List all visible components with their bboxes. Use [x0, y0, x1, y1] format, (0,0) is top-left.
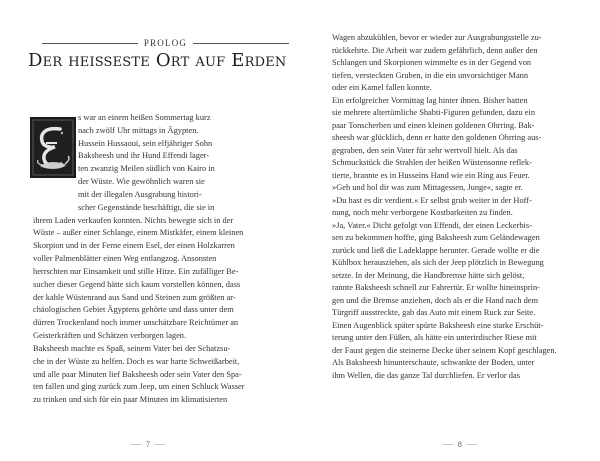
- text-line: sen zu bekommen hoffte, ging Baksheesh zum Geländewagen: [332, 233, 540, 242]
- page-number-value: 7: [145, 439, 150, 449]
- text-line: nach zwölf Uhr mittags in Ägypten.: [78, 125, 199, 135]
- text-line: Baksheesh und ihr Hund Effendi lager-: [78, 151, 210, 161]
- page-ornament-icon: ⸺: [153, 440, 166, 448]
- text-line: ten zwanzig Meilen südlich von Kairo in: [78, 164, 215, 174]
- text-line: der kahle Wüstenrand aus Sand und Steinen zum größten ar-: [33, 292, 236, 302]
- text-line: »Du hast es dir verdient.« Er selbst grub weiter in der Hoff-: [332, 195, 532, 205]
- prolog-label: PROLOG: [143, 38, 188, 48]
- text-line: oder ein Kamel fallen konnte.: [332, 83, 432, 92]
- text-line: Hussein Hussaoui, sein elfjähriger Sohn: [78, 138, 213, 148]
- text-line: dürren Trockenland noch immer unschätzbare Reichtümer an: [33, 318, 239, 328]
- text-line: ten fallen und ging zurück zum Jeep, um einen Schluck Wasser: [33, 382, 245, 392]
- heading-rule-left: [42, 43, 138, 44]
- text-line: Baksheesh machte es Spaß, seinem Vater bei der Schatzsu-: [33, 343, 231, 353]
- left-page-number: [130, 439, 166, 449]
- text-line: Wüste – außer einer Schlange, einem Mistkäfer, einem kleinen: [33, 228, 244, 238]
- drop-cap-lamp-icon: [32, 119, 74, 176]
- prolog-heading: [42, 37, 289, 49]
- text-line: Schmuckstück die Strahlen der heißen Wüstensonne reflek-: [332, 158, 532, 167]
- text-line: »Geh und hol dir was zum Mittagessen, Junge«, sagte er.: [332, 183, 523, 192]
- text-line: setzte. In der Meinung, die Handbremse hätte sich gelöst,: [332, 270, 525, 280]
- text-line: voller Palmenblätter einen Weg entlangzog. Ansonsten: [33, 254, 217, 264]
- text-line: zu trinken und sich für ein paar Minuten im klimatisierten: [33, 395, 228, 405]
- text-line: herrschten nur Einsamkeit und stille Hitze. Ein zufälliger Be-: [33, 266, 239, 276]
- right-page: [300, 0, 600, 461]
- text-line: tierte, brannte es in Husseins Hand wie ein Ring aus Feuer.: [332, 170, 530, 180]
- text-line: Kühlbox herausziehen, als sich der Jeep plötzlich in Bewegung: [332, 258, 544, 267]
- text-line: zurück und ließ die Ladeklappe herunter. Gerade wollte er die: [332, 245, 540, 255]
- text-line: Als Baksheesh hinunterschaute, schwankte der Boden, unter: [332, 358, 535, 367]
- text-line: chäologischen Gebiet Ägyptens gehörte und dass unter dem: [33, 305, 234, 315]
- right-page-number: [442, 439, 478, 449]
- page-ornament-icon: ⸺: [465, 440, 478, 448]
- text-line: scher Gegenstände beschäftigt, die sie in: [78, 202, 215, 212]
- text-line: nung, noch mehr verborgene Kostbarkeiten zu finden.: [332, 208, 513, 217]
- text-line: Einen Augenblick später spürte Baksheesh eine starke Erschüt-: [332, 320, 544, 330]
- text-line: rückkehrte. Die Arbeit war zudem gefährlich, denn außer den: [332, 45, 538, 55]
- text-line: paar Tonscherben und einen kleinen goldenen Ohrring. Bak-: [332, 120, 535, 130]
- text-line: ihrem Laden verkaufen konnten. Nichts bewegte sich in der: [33, 215, 234, 225]
- text-line: Türgriff ausstreckte, gab das Auto mit einem Ruck zur Seite.: [332, 308, 536, 317]
- text-line: s war an einem heißen Sommertag kurz: [78, 113, 211, 122]
- text-line: Geisterkräften und Schätzen verborgen lagen.: [33, 331, 187, 341]
- page-number-value: 8: [457, 439, 462, 449]
- text-line: che in der Wüste zu helfen. Doch es war harte Schweißarbeit,: [33, 356, 240, 366]
- text-line: der Wüste. Wie gewöhnlich waren sie: [78, 177, 205, 187]
- text-line: der Faust gegen die steinerne Decke über seinem Kopf geschlagen.: [332, 345, 557, 355]
- text-line: rannte Baksheesh schnell zur Fahrertür. Er wollte hineinsprin-: [332, 283, 540, 292]
- text-line: tiefen, versteckten Gruben, in die ein unvorsichtiger Mann: [332, 70, 529, 80]
- text-line: und alle paar Minuten lief Baksheesh oder sein Vater den Spa-: [33, 369, 242, 379]
- text-line: Skorpion und in der Ferne einem Esel, der einen Holzkarren: [33, 241, 235, 251]
- text-line: sie mehrere altertümliche Shabti-Figuren gefunden, dazu ein: [332, 108, 536, 117]
- chapter-title: Der heißeste Ort auf Erden: [28, 50, 287, 71]
- text-line: gegraben, den sein Vater für sehr wertvoll hielt. Als das: [332, 145, 518, 155]
- text-line: Schlangen und Skorpionen wimmelte es in der Gegend von: [332, 58, 532, 67]
- text-line: ihm Wellen, die das ganze Tal durchliefen. Er verlor das: [332, 370, 520, 380]
- text-line: sheesh war glücklich, denn er hatte den goldenen Ohrring aus-: [332, 133, 542, 142]
- text-line: gen und die Bremse anziehen, doch als er die Hand nach dem: [332, 295, 539, 305]
- text-line: terung unter den Füßen, als hätte ein unterirdischer Riese mit: [332, 333, 537, 342]
- text-line: Ein erfolgreicher Vormittag lag hinter ihnen. Bisher hatten: [332, 95, 528, 105]
- heading-rule-right: [193, 43, 289, 44]
- text-line: »Ja, Vater.« Dicht gefolgt von Effendi, der einen Leckerbis-: [332, 220, 532, 230]
- text-line: Wagen abzukühlen, bevor er wieder zur Ausgrabungsstelle zu-: [332, 33, 542, 42]
- text-line: sucher dieser Gegend hätte sich kaum vorstellen können, dass: [33, 279, 241, 289]
- page-ornament-icon: ⸺: [130, 440, 142, 448]
- page-ornament-icon: ⸺: [442, 440, 454, 448]
- text-line: mit der illegalen Ausgrabung histori-: [78, 189, 202, 199]
- drop-cap-e-illustration: [30, 117, 76, 178]
